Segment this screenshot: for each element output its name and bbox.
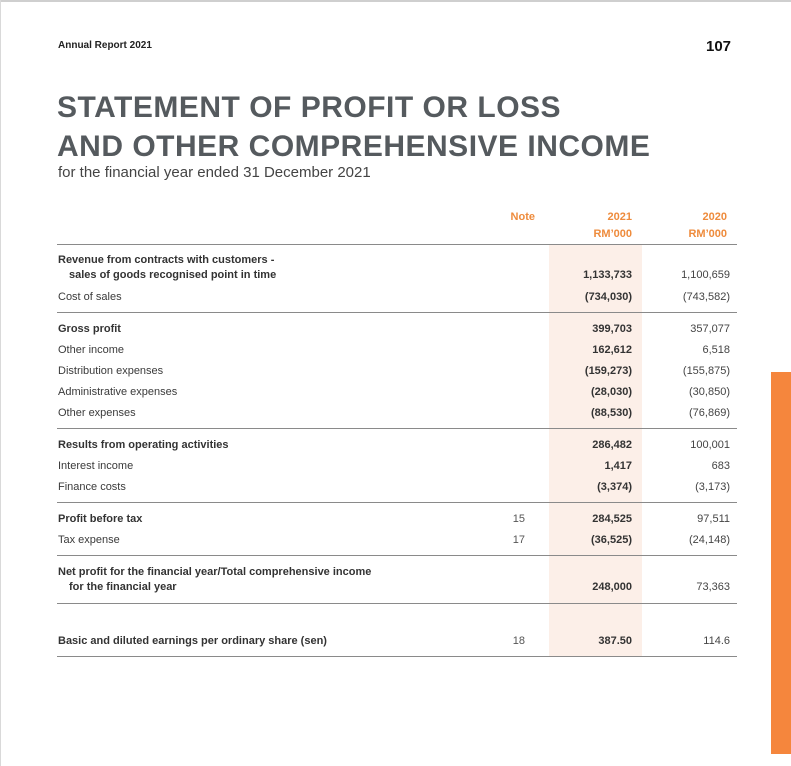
value-2020: 1,100,659 <box>681 269 730 281</box>
note-ref: 18 <box>512 635 525 647</box>
value-2020: 114.6 <box>703 635 730 647</box>
column-header-2020 <box>655 209 727 243</box>
row-label: Interest income <box>58 460 134 472</box>
table-row-administrative-expenses <box>0 386 791 400</box>
value-2021: (734,030) <box>584 291 632 303</box>
value-2021: (28,030) <box>591 386 632 398</box>
statement-title <box>57 88 650 166</box>
statement-subtitle: for the financial year ended 31 December 2021 <box>58 164 371 181</box>
table-row-other-expenses <box>0 407 791 421</box>
value-2020: 6,518 <box>702 344 730 356</box>
table-row-other-income <box>0 344 791 358</box>
page-number: 107 <box>706 38 732 55</box>
table-row-results-operating <box>0 439 791 453</box>
table-row-cost-of-sales <box>0 291 791 305</box>
value-2020: 683 <box>711 460 730 472</box>
row-label <box>58 254 276 281</box>
row-label: Profit before tax <box>58 513 143 525</box>
row-label-line2: sales of goods recognised point in time <box>69 269 277 281</box>
table-row-eps <box>0 635 791 649</box>
table-rule <box>57 656 737 657</box>
column-header-2020-year: 2020 <box>702 211 727 223</box>
value-2020: (76,869) <box>689 407 730 419</box>
value-2021: 286,482 <box>592 439 632 451</box>
table-row-net-profit <box>0 566 791 593</box>
column-header-2021-unit: RM’000 <box>593 228 632 240</box>
column-header-2021 <box>560 209 632 243</box>
row-label: Distribution expenses <box>58 365 164 377</box>
value-2021: 399,703 <box>592 323 632 335</box>
section-tab <box>771 372 791 754</box>
note-ref: 17 <box>512 534 525 546</box>
table-rule <box>57 603 737 604</box>
value-2021: 162,612 <box>592 344 632 356</box>
value-2020: (30,850) <box>689 386 730 398</box>
table-row-gross-profit <box>0 323 791 337</box>
row-label: Tax expense <box>58 534 120 546</box>
row-label: Finance costs <box>58 481 126 493</box>
value-2021: 248,000 <box>592 581 632 593</box>
row-label: Other income <box>58 344 125 356</box>
row-label: Administrative expenses <box>58 386 178 398</box>
left-border <box>0 0 1 766</box>
column-header-2021-year: 2021 <box>607 211 632 223</box>
column-header-note: Note <box>510 211 535 223</box>
value-2020: (24,148) <box>689 534 730 546</box>
top-border <box>0 0 791 2</box>
table-row-revenue <box>0 254 791 281</box>
value-2021: (159,273) <box>584 365 632 377</box>
value-2021: 387.50 <box>598 635 632 647</box>
value-2021: (3,374) <box>597 481 632 493</box>
value-2021: 284,525 <box>592 513 632 525</box>
row-label <box>58 566 371 593</box>
row-label: Gross profit <box>58 323 121 335</box>
report-title: Annual Report 2021 <box>58 40 152 51</box>
table-row-interest-income <box>0 460 791 474</box>
row-label: Basic and diluted earnings per ordinary share (sen) <box>58 635 327 647</box>
value-2021: (88,530) <box>591 407 632 419</box>
value-2020: 100,001 <box>690 439 730 451</box>
value-2020: 97,511 <box>697 513 730 525</box>
table-rule <box>57 312 737 313</box>
value-2021: 1,417 <box>604 460 632 472</box>
table-rule <box>57 502 737 503</box>
row-label: Other expenses <box>58 407 136 419</box>
value-2020: 73,363 <box>696 581 730 593</box>
value-2021: 1,133,733 <box>583 269 632 281</box>
table-row-finance-costs <box>0 481 791 495</box>
table-rule <box>57 555 737 556</box>
table-rule <box>57 244 737 245</box>
column-header-2020-unit: RM’000 <box>688 228 727 240</box>
row-label-line1: Revenue from contracts with customers - <box>58 254 275 266</box>
row-label: Cost of sales <box>58 291 122 303</box>
table-rule <box>57 428 737 429</box>
value-2020: (3,173) <box>695 481 730 493</box>
row-label-line1: Net profit for the financial year/Total comprehensive income <box>58 566 372 578</box>
note-ref: 15 <box>512 513 525 525</box>
table-row-profit-before-tax <box>0 513 791 527</box>
value-2020: 357,077 <box>690 323 730 335</box>
row-label-line2: for the financial year <box>69 581 177 593</box>
table-row-distribution-expenses <box>0 365 791 379</box>
value-2020: (155,875) <box>682 365 730 377</box>
value-2020: (743,582) <box>682 291 730 303</box>
statement-title-line2: AND OTHER COMPREHENSIVE INCOME <box>57 130 651 163</box>
value-2021: (36,525) <box>591 534 632 546</box>
row-label: Results from operating activities <box>58 439 229 451</box>
table-row-tax-expense <box>0 534 791 548</box>
statement-title-line1: STATEMENT OF PROFIT OR LOSS <box>57 91 562 124</box>
